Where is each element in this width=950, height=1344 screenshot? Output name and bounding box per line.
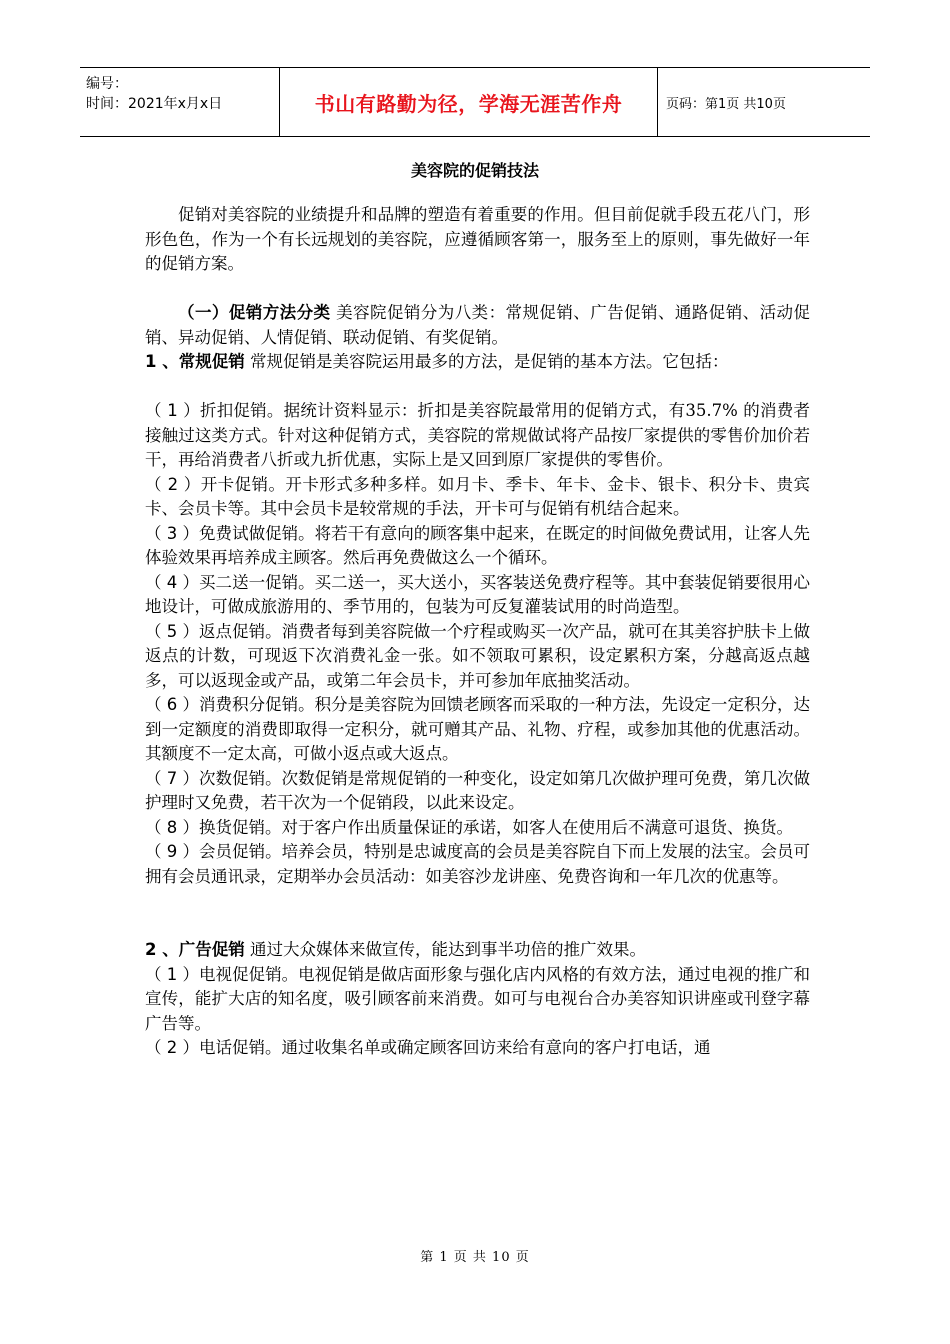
header-meta [86,74,222,114]
page-footer: 第 1 页 共 10 页 [420,1250,530,1265]
category-1-list [145,399,810,889]
category-heading: 1 、常规促销 [145,352,245,371]
category-text: 常规促销是美容院运用最多的方法，是促销的基本方法。它包括： [244,352,729,371]
list-item-text: 电视促促销。电视促销是做店面形象与强化店内风格的有效方法，通过电视的推广和宣传，能扩大店的知名度，吸引顾客前来消费。如可与电视台合办美容知识讲座或刊登字幕广告等。 [145,964,810,1033]
date-line: 时间：2021年x月x日 [86,96,223,112]
list-item-number: （ 2 ） [145,1038,199,1057]
category-paragraph [145,350,810,375]
list-item-number: （ 4 ） [145,572,200,592]
spacer [145,375,810,400]
number-label: 编号： [86,76,128,92]
spacer [145,277,810,302]
category-2-list [145,963,810,1061]
category-heading: 2 、广告促销 [145,940,245,959]
header-motto: 书山有路勤为径，学海无涯苦作舟 [314,91,623,116]
list-item-text: 会员促销。培养会员，特别是忠诚度高的会员是美容院自下而上发展的法宝。会员可拥有会员通讯录，定期举办会员活动：如美容沙龙讲座、免费咨询和一年几次的优惠等。 [145,842,810,886]
list-item-text: 消费积分促销。积分是美容院为回馈老顾客而采取的一种方法，先设定一定积分，达到一定额度的消费即取得一定积分，就可赠其产品、礼物、疗程，或参加其他的优惠活动。其额度不一定太高，可做小返点或大返点。 [145,695,810,763]
header-page-info: 页码：第1页 共10页 [666,96,786,112]
list-item [145,816,810,841]
list-item [145,620,810,694]
list-item-number: （ 7 ） [145,768,200,788]
section-heading: （一）促销方法分类 [178,303,331,322]
list-item-text: 折扣促销。据统计资料显示：折扣是美容院最常用的促销方式，有35.7% 的消费者接触过这类方式。针对这种促销方式，美容院的常规做试将产品按厂家提供的零售价加价若干，再给消费者八折或九折优惠，实际上是又回到原厂家提供的零售价。 [145,401,810,469]
list-item-text: 换货促销。对于客户作出质量保证的承诺，如客人在使用后不满意可退货、换货。 [199,817,793,837]
list-item-text: 买二送一促销。买二送一，买大送小，买客装送免费疗程等。其中套装促销要很用心地设计，可做成旅游用的、季节用的，包装为可反复灌装试用的时尚造型。 [145,572,810,616]
section-text: 美容院促销分为八类：常规促销、广告促销、通路促销、活动促销、异动促销、人情促销、联动促销、有奖促销。 [145,303,810,347]
list-item-number: （ 3 ） [145,523,200,543]
spacer [145,914,810,939]
list-item-number: （ 8 ） [145,817,199,837]
list-item-number: （ 9 ） [145,842,200,861]
document-body [145,203,810,1061]
intro-paragraph: 促销对美容院的业绩提升和品牌的塑造有着重要的作用。但目前促就手段五花八门，形形色色，作为一个有长远规划的美容院，应遵循顾客第一，服务至上的原则，事先做好一年的促销方案。 [145,205,810,273]
list-item [145,693,810,767]
list-item [145,963,810,1037]
list-item [145,571,810,620]
document-header [80,67,870,137]
list-item [145,522,810,571]
list-item-text: 开卡促销。开卡形式多种多样。如月卡、季卡、年卡、金卡、银卡、积分卡、贵宾卡、会员卡等。其中会员卡是较常规的手法，开卡可与促销有机结合起来。 [145,474,810,518]
list-item-number: （ 1 ） [145,401,200,420]
list-item-text: 次数促销。次数促销是常规促销的一种变化，设定如第几次做护理可免费，第几次做护理时又免费，若干次为一个促销段，以此来设定。 [145,768,810,812]
list-item [145,1036,810,1061]
list-item-text: 电话促销。通过收集名单或确定顾客回访来给有意向的客户打电话，通 [199,1038,711,1057]
list-item [145,767,810,816]
list-item-text: 返点促销。消费者每到美容院做一个疗程或购买一次产品，就可在其美容护肤卡上做返点的计数，可现返下次消费礼金一张。如不领取可累积，设定累积方案，分越高返点越多，可以返现金或产品，或第二年会员卡，并可参加年底抽奖活动。 [145,621,810,690]
category-paragraph [145,938,810,963]
section-paragraph [145,301,810,350]
list-item [145,399,810,473]
spacer [145,889,810,914]
header-divider [657,68,658,136]
list-item [145,840,810,889]
category-text: 通过大众媒体来做宣传，能达到事半功倍的推广效果。 [244,940,646,959]
list-item-text: 免费试做促销。将若干有意向的顾客集中起来，在既定的时间做免费试用，让客人先体验效果再培养成主顾客。然后再免费做这么一个循环。 [145,523,810,567]
list-item [145,473,810,522]
document-title: 美容院的促销技法 [410,161,539,180]
list-item-number: （ 2 ） [145,474,201,494]
list-item-number: （ 1 ） [145,964,200,984]
list-item-number: （ 5 ） [145,621,200,641]
list-item-number: （ 6 ） [145,695,200,714]
